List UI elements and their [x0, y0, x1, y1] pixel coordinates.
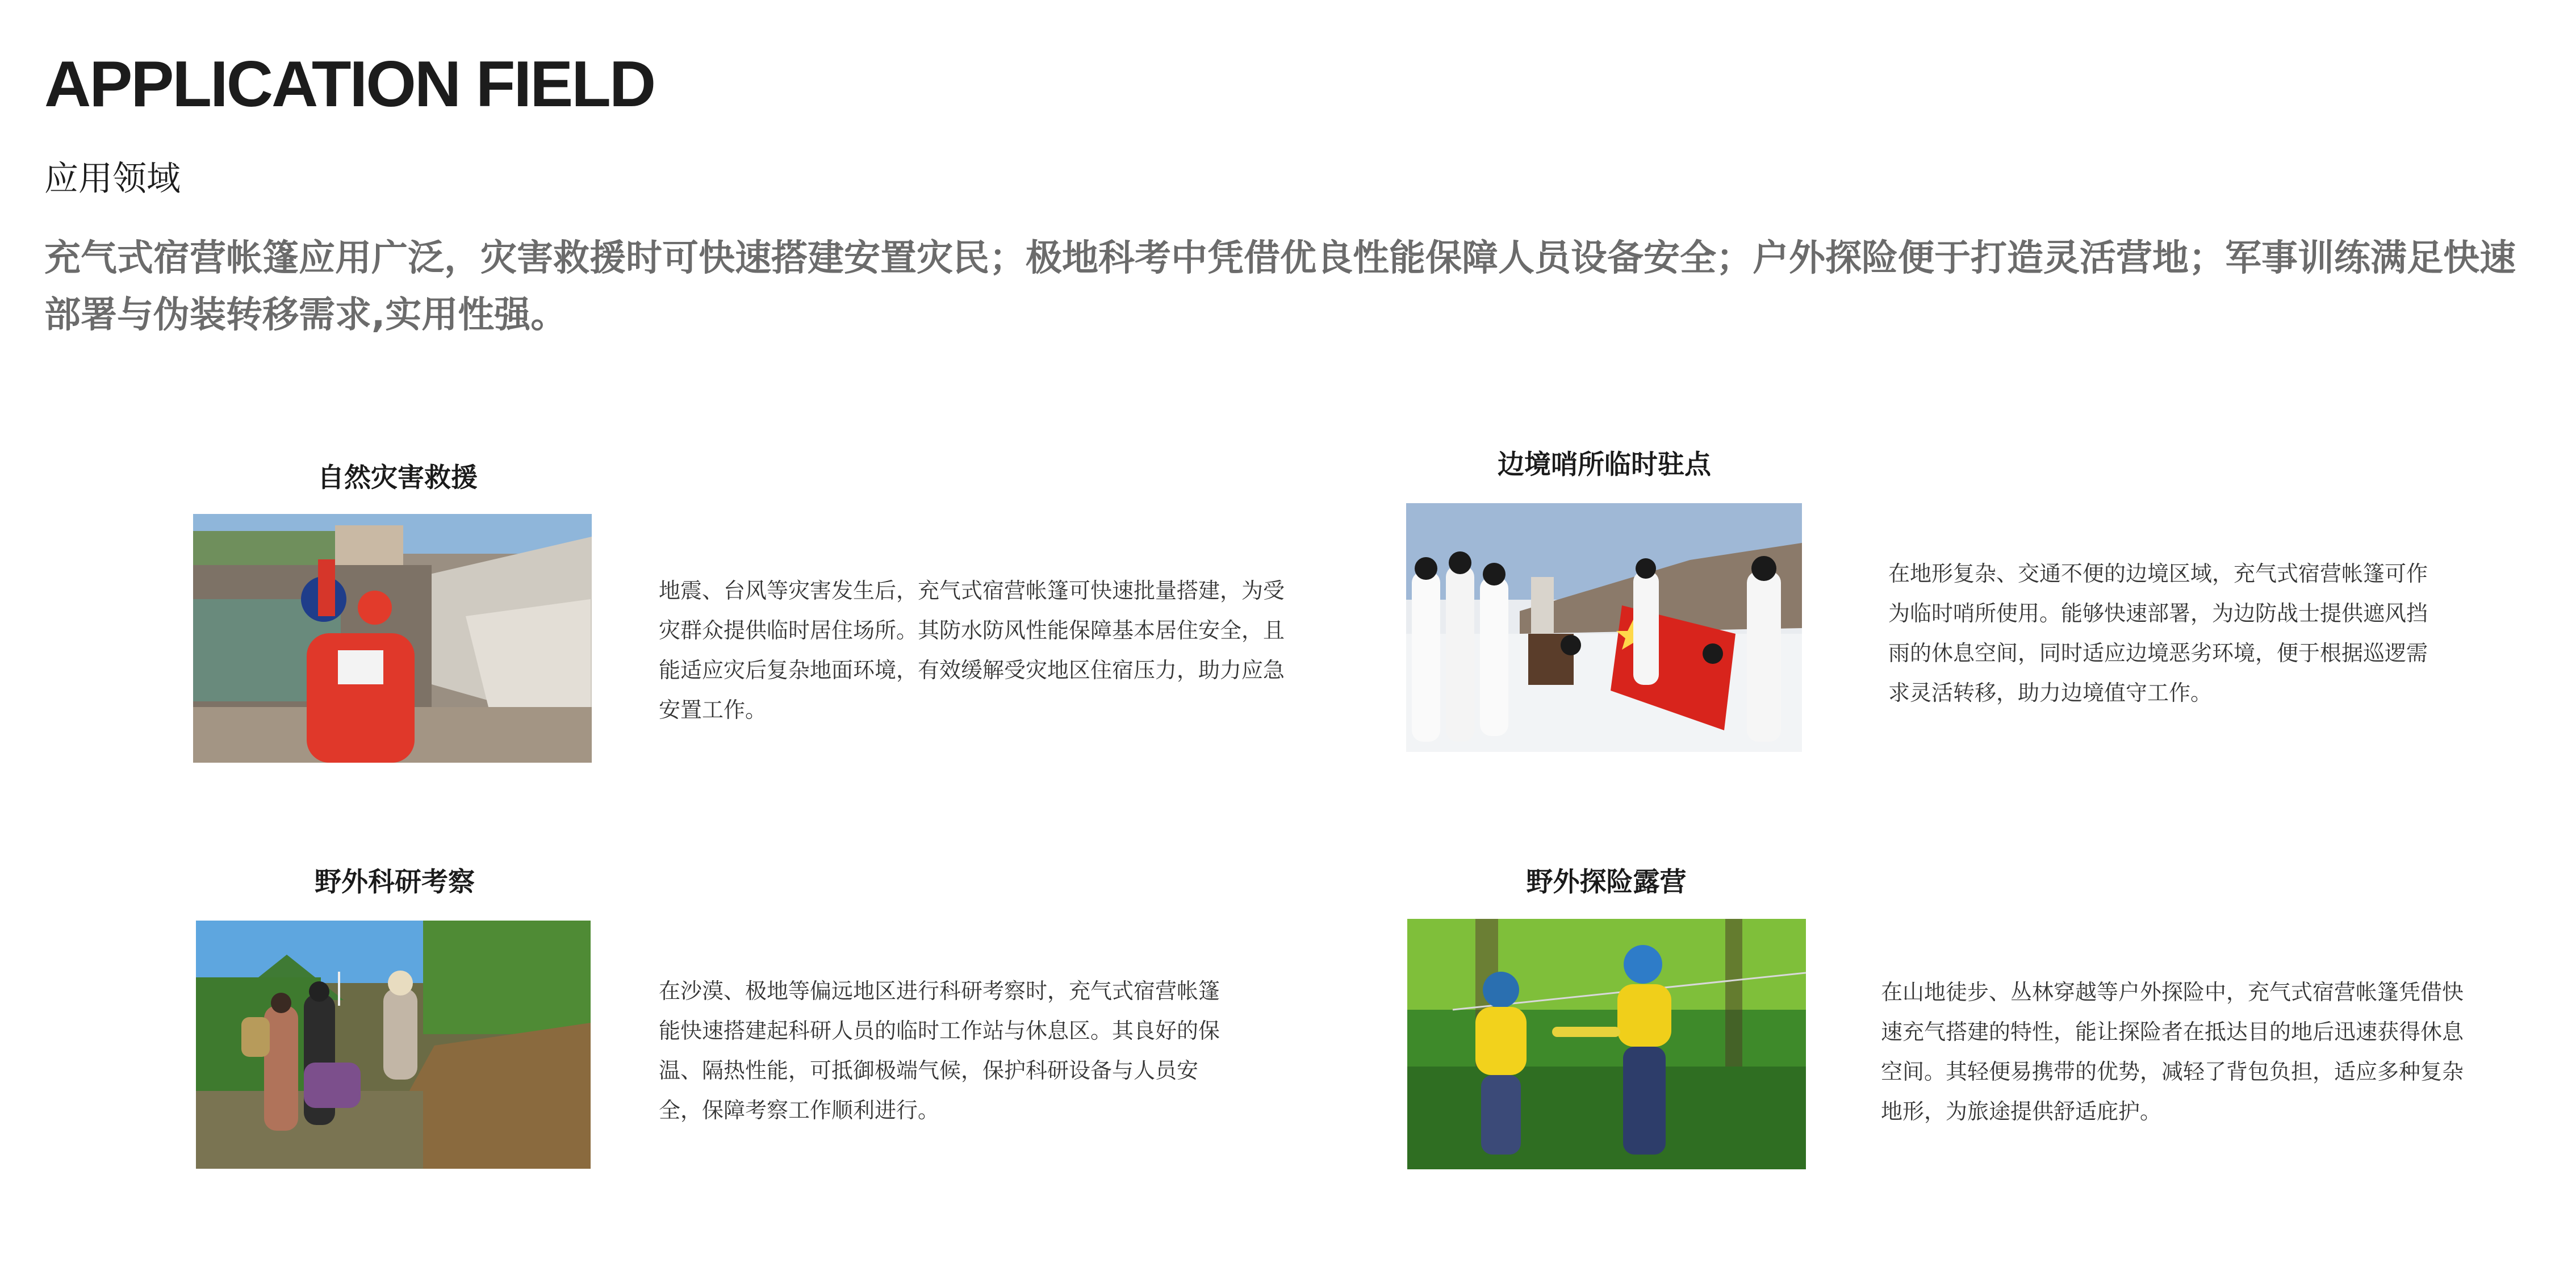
- page-subtitle: 应用领域: [44, 159, 181, 199]
- outdoor-adventure-photo: [1407, 919, 1806, 1169]
- card-title: 野外探险露营: [1526, 867, 1687, 898]
- card-title: 边境哨所临时驻点: [1498, 449, 1711, 480]
- card-title: 野外科研考察: [315, 867, 475, 898]
- intro-paragraph: 充气式宿营帐篷应用广泛，灾害救援时可快速搭建安置灾民；极地科考中凭借优良性能保障人员设备安全；户外探险便于打造灵活营地；军事训练满足快速部署与伪装转移需求,实用性强。: [44, 237, 2516, 336]
- disaster-rescue-photo: [193, 514, 592, 763]
- page-title: APPLICATION FIELD: [44, 48, 655, 120]
- card-description: 在山地徒步、丛林穿越等户外探险中，充气式宿营帐篷凭借快速充气搭建的特性，能让探险者在抵达目的地后迅速获得休息空间。其轻便易携带的优势，减轻了背包负担，适应多种复杂地形，为旅途提供舒适庇护。: [1881, 980, 2464, 1124]
- card-description: 地震、台风等灾害发生后，充气式宿营帐篷可快速批量搭建，为受灾群众提供临时居住场所。其防水防风性能保障基本居住安全，且能适应灾后复杂地面环境，有效缓解受灾地区住宿压力，助力应急安置工作。: [659, 578, 1285, 722]
- card-description: 在沙漠、极地等偏远地区进行科研考察时，充气式宿营帐篷能快速搭建起科研人员的临时工作站与休息区。其良好的保温、隔热性能，可抵御极端气候，保护科研设备与人员安全，保障考察工作顺利进行。: [659, 978, 1220, 1123]
- border-outpost-photo: [1406, 503, 1802, 752]
- field-research-photo: [196, 921, 591, 1169]
- card-description: 在地形复杂、交通不便的边境区域，充气式宿营帐篷可作为临时哨所使用。能够快速部署，为边防战士提供遮风挡雨的休息空间，同时适应边境恶劣环境，便于根据巡逻需求灵活转移，助力边境值守工作。: [1888, 561, 2428, 705]
- card-title: 自然灾害救援: [317, 462, 478, 494]
